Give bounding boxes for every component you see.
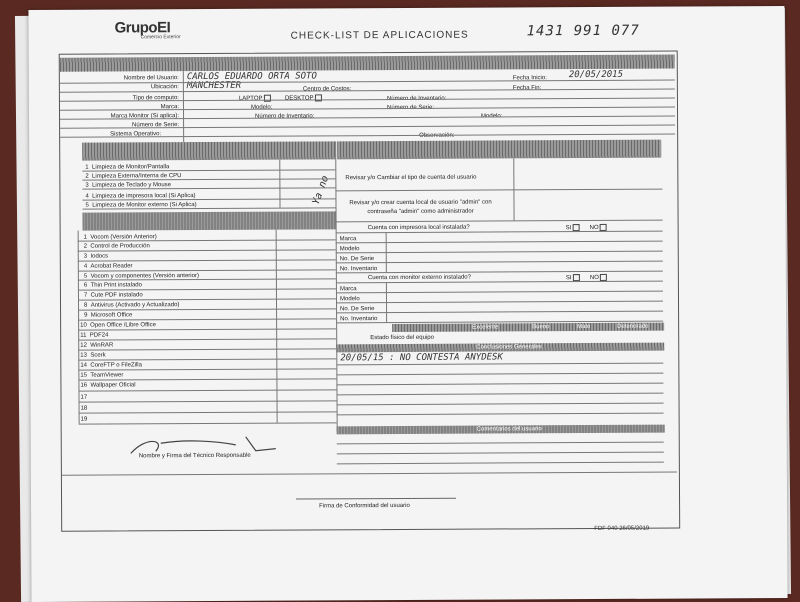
location-value: MANCHESTER — [186, 80, 242, 92]
list-item-number: 8 — [84, 302, 88, 309]
cleaning-handwritten-note: Ya no — [310, 174, 332, 207]
list-item-label: Limpieza de Monitor externo (Si Aplica) — [92, 202, 197, 209]
list-item-label: Vocom (Versión Anterior) — [90, 234, 157, 241]
list-item-label: TeamViewer — [90, 372, 124, 379]
form-code: FDF 040 26/05/2019 — [594, 525, 650, 532]
desktop-label: DESKTOP — [284, 95, 314, 102]
printer-yes-label: SI — [565, 225, 572, 232]
list-item — [81, 417, 88, 423]
list-item — [84, 312, 132, 318]
serial-label: Número de Serie: — [132, 122, 180, 129]
monitor-no-label: NO — [589, 275, 599, 282]
ticket-number: 1431 991 077 — [526, 22, 640, 40]
printer-model-label: Modelo — [339, 246, 360, 253]
printer-no-checkbox[interactable] — [600, 224, 607, 231]
account-check-2: Revisar y/o crear cuenta local de usuario "admin" con contraseña "admin" como administrador — [349, 199, 492, 216]
condition-options-band — [392, 323, 664, 332]
printer-inventory-label: No. Inventario — [339, 266, 378, 273]
list-item — [84, 243, 150, 249]
monitor-inventory-label: No. Inventario — [340, 316, 378, 323]
section-band-cleaning — [82, 141, 335, 160]
list-item-number: 5 — [85, 202, 89, 209]
list-item — [84, 302, 179, 308]
section-band-account — [337, 140, 661, 160]
user-name-value: CARLOS EDUARDO ORTA SOTO — [186, 71, 317, 83]
list-item-number: 17 — [80, 394, 88, 401]
user-signature-label: Firma de Conformidad del usuario — [319, 502, 410, 510]
list-item-number: 1 — [83, 234, 88, 241]
conclusions-lines — [0, 0, 798, 2]
conclusions-header: Conclusiones Generales — [476, 344, 542, 351]
printer-serial-label: No. De Serie — [339, 256, 375, 263]
list-item-number: 15 — [80, 372, 88, 379]
end-date-label: Fecha Fin: — [512, 85, 542, 92]
list-item — [80, 353, 105, 359]
list-item-number: 16 — [80, 382, 88, 389]
list-item-label: Iodocs — [90, 253, 109, 260]
comments-lines — [0, 0, 798, 2]
list-item-number: 4 — [85, 193, 89, 200]
list-item — [84, 263, 133, 269]
list-item-label: Wallpaper Oficial — [90, 382, 136, 389]
monitor-no-checkbox[interactable] — [600, 274, 607, 281]
list-item-number: 3 — [83, 253, 88, 260]
location-label: Ubicación: — [150, 84, 179, 91]
condition-option-bad[interactable]: Malo — [577, 324, 591, 331]
model-label: Modelo: — [250, 104, 273, 111]
company-logo-subtitle: Comercio Exterior — [140, 34, 181, 41]
printer-no-label: NO — [589, 225, 599, 232]
list-item-number: 2 — [85, 173, 89, 180]
list-item — [81, 406, 88, 412]
list-item-label: Microsoft Office — [90, 312, 133, 319]
list-item — [80, 343, 113, 349]
list-item-label: Limpieza de impresora local (Si Aplica) — [92, 193, 196, 200]
monitor-brand-label: Marca — [339, 286, 357, 293]
device-grid — [0, 0, 798, 2]
technician-signature-label: Nombre y Firma del Técnico Responsable — [138, 452, 251, 460]
monitor-question-text: Cuenta con monitor externo instalado? — [367, 274, 471, 282]
applications-grid — [0, 0, 798, 2]
condition-option-excellent[interactable]: Excelente — [472, 324, 499, 331]
computer-type-label: Tipo de computo: — [132, 95, 179, 102]
list-item — [80, 322, 156, 328]
list-item — [80, 362, 142, 368]
desktop-option[interactable] — [285, 94, 322, 101]
list-item-number: 11 — [80, 332, 87, 339]
list-item-number: 5 — [83, 273, 88, 280]
monitor-question — [368, 275, 471, 282]
observations-label: Observación: — [419, 132, 455, 139]
monitor-serial-label: No. De Serie — [340, 306, 375, 313]
brand-label: Marca: — [160, 104, 180, 111]
monitor-model-label: Modelo — [339, 296, 360, 303]
cost-center-label: Centro de Costos: — [302, 86, 352, 93]
comments-header: Comentarios del usuario — [476, 426, 542, 433]
inventory-number-label: Número de Inventario: — [386, 95, 447, 103]
condition-label: Estado físico del equipo — [370, 334, 434, 342]
serial-number-label: Número de Serie: — [386, 104, 435, 112]
section-band-applications — [83, 211, 336, 230]
printer-brand-label: Marca — [339, 236, 357, 243]
list-item — [80, 333, 108, 339]
page-title: CHECK-LIST DE APLICACIONES — [290, 29, 469, 42]
list-item-label: Cute PDF instalado — [90, 292, 143, 299]
user-name-label: Nombre del Usuario: — [123, 75, 179, 82]
laptop-option[interactable] — [239, 95, 271, 102]
list-item-label: Limpieza de Monitor/Pantalla — [91, 164, 170, 171]
list-item-label: Control de Producción — [90, 243, 150, 250]
laptop-label: LAPTOP — [238, 95, 263, 102]
monitor-yes-checkbox[interactable] — [573, 274, 580, 281]
list-item-label: Thin Print instalado — [90, 282, 142, 289]
list-item-number: 3 — [85, 182, 89, 189]
printer-question-text: Cuenta con impresora local instalada? — [367, 224, 470, 232]
list-item-label: Open Office /Libre Office — [90, 322, 156, 329]
list-item — [80, 382, 135, 388]
conclusions-note: 20/05/15 : NO CONTESTA ANYDESK — [340, 352, 503, 364]
list-item-number: 9 — [84, 312, 88, 319]
printer-yes-checkbox[interactable] — [572, 224, 579, 231]
condition-option-good[interactable]: Bueno — [532, 324, 550, 331]
list-item-number: 2 — [83, 243, 88, 250]
list-item-number: 1 — [85, 164, 89, 171]
list-item-label: Limpieza Externa/Interna de CPU — [92, 173, 182, 180]
printer-question — [368, 225, 470, 232]
list-item-number: 10 — [80, 322, 87, 329]
list-item-number: 6 — [83, 282, 88, 289]
start-date-value: 20/05/2015 — [568, 69, 624, 81]
list-item — [84, 254, 108, 260]
account-check-1: Revisar y/o Cambiar el tipo de cuenta del usuario — [345, 174, 477, 182]
list-item-number: 18 — [80, 405, 88, 412]
list-item-label: WinRAR — [90, 342, 114, 349]
list-item-number: 12 — [80, 342, 87, 349]
company-logo: GrupoEI — [114, 19, 171, 37]
list-item-number: 19 — [80, 416, 88, 423]
list-item-label: Limpieza de Teclado y Mouse — [92, 182, 172, 189]
list-item — [84, 282, 142, 288]
list-item-label: Antivirus (Activado y Actualizado) — [90, 302, 180, 309]
start-date-label: Fecha Inicio: — [512, 75, 547, 82]
list-item-number: 14 — [80, 362, 88, 369]
list-item — [84, 292, 143, 298]
list-item-label: PDF24 — [89, 332, 109, 339]
condition-option-deteriorated[interactable]: Deteriorado — [617, 323, 649, 330]
monitor-yes-label: SI — [565, 275, 572, 282]
list-item-label: Scerk — [90, 352, 106, 359]
monitor-brand-label: Marca Monitor (Si aplica): — [110, 113, 180, 120]
list-item — [80, 372, 123, 378]
list-item-label: CoreFTP o FileZilla — [90, 362, 142, 369]
list-item-number: 13 — [80, 352, 87, 359]
os-label: Sistema Operativo: — [110, 131, 162, 138]
monitor-model-label: Modelo: — [481, 113, 503, 120]
list-item-label: Acrobat Reader — [90, 263, 133, 270]
monitor-inventory-label: Número de Inventario: — [255, 113, 315, 120]
list-item-label: Vocom y componentes (Versión anterior) — [90, 273, 199, 280]
list-item-number: 4 — [83, 263, 88, 270]
list-item — [80, 395, 87, 401]
list-item-number: 7 — [83, 292, 88, 299]
